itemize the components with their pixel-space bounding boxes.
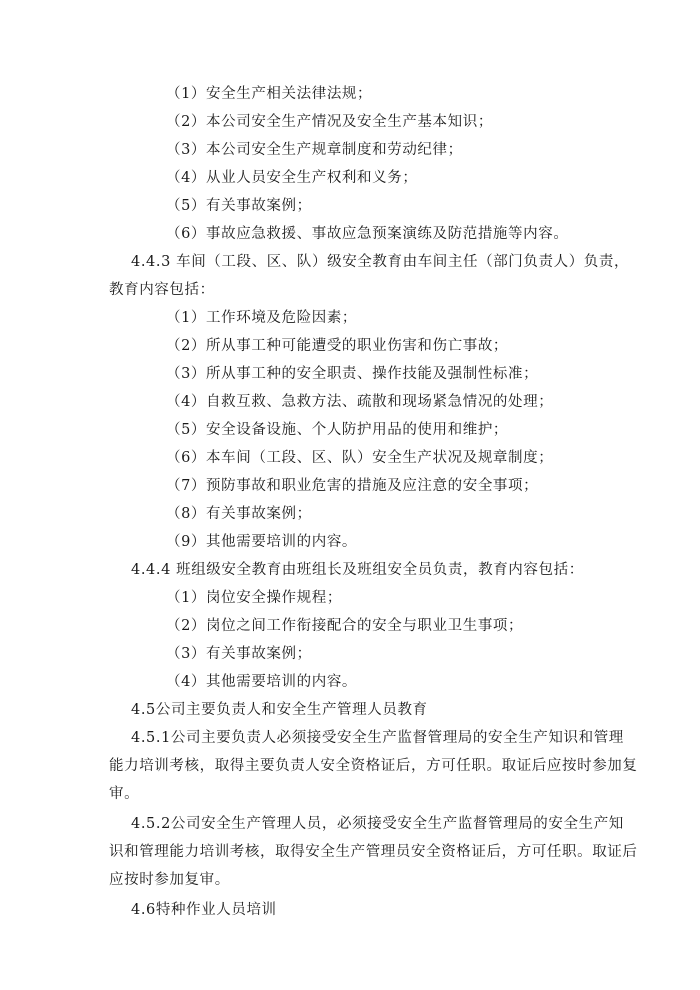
section-4-4-3-line-1: 4.4.3 车间（工段、区、队）级安全教育由车间主任（部门负责人）负责， [131,254,630,270]
section-4-6-title: 4.6特种作业人员培训 [131,902,277,918]
list-item: （9）其他需要培训的内容。 [166,534,358,550]
list-item: （5）安全设备设施、个人防护用品的使用和维护； [166,422,509,438]
list-item: （3）本公司安全生产规章制度和劳动纪律； [166,142,463,158]
section-4-5-1-line-3: 审。 [109,786,140,802]
list-item: （1）安全生产相关法律法规； [166,86,373,102]
section-4-5-title: 4.5公司主要负责人和安全生产管理人员教育 [131,702,428,718]
list-item: （5）有关事故案例； [166,198,312,214]
list-item: （3）所从事工种的安全职责、操作技能及强制性标准； [166,366,539,382]
list-item: （4）从业人员安全生产权利和义务； [166,170,418,186]
list-item: （6）本车间（工段、区、队）安全生产状况及规章制度； [166,450,554,466]
section-4-5-1-line-1: 4.5.1公司主要负责人必须接受安全生产监督管理局的安全生产知识和管理 [131,730,624,746]
section-4-5-2-line-3: 应按时参加复审。 [109,872,230,888]
list-item: （2）所从事工种可能遭受的职业伤害和伤亡事故； [166,338,509,354]
list-item: （7）预防事故和职业危害的措施及应注意的安全事项； [166,478,539,494]
list-item: （2）岗位之间工作衔接配合的安全与职业卫生事项； [166,618,524,634]
list-item: （2）本公司安全生产情况及安全生产基本知识； [166,114,493,130]
list-item: （3）有关事故案例； [166,646,312,662]
section-4-4-4-line-1: 4.4.4 班组级安全教育由班组长及班组安全员负责，教育内容包括： [131,562,584,578]
list-item: （4）其他需要培训的内容。 [166,674,358,690]
list-item: （1）工作环境及危险因素； [166,310,358,326]
section-4-5-2-line-2: 识和管理能力培训考核，取得安全生产管理员安全资格证后，方可任职。取证后 [109,844,638,860]
section-4-4-3-line-2: 教育内容包括： [109,282,215,298]
list-item: （6）事故应急救援、事故应急预案演练及防范措施等内容。 [166,226,569,242]
section-4-5-1-line-2: 能力培训考核，取得主要负责人安全资格证后，方可任职。取证后应按时参加复 [109,758,638,774]
list-item: （8）有关事故案例； [166,506,312,522]
section-4-5-2-line-1: 4.5.2公司安全生产管理人员，必须接受安全生产监督管理局的安全生产知 [131,816,624,832]
list-item: （1）岗位安全操作规程； [166,590,342,606]
list-item: （4）自救互救、急救方法、疏散和现场紧急情况的处理； [166,394,554,410]
